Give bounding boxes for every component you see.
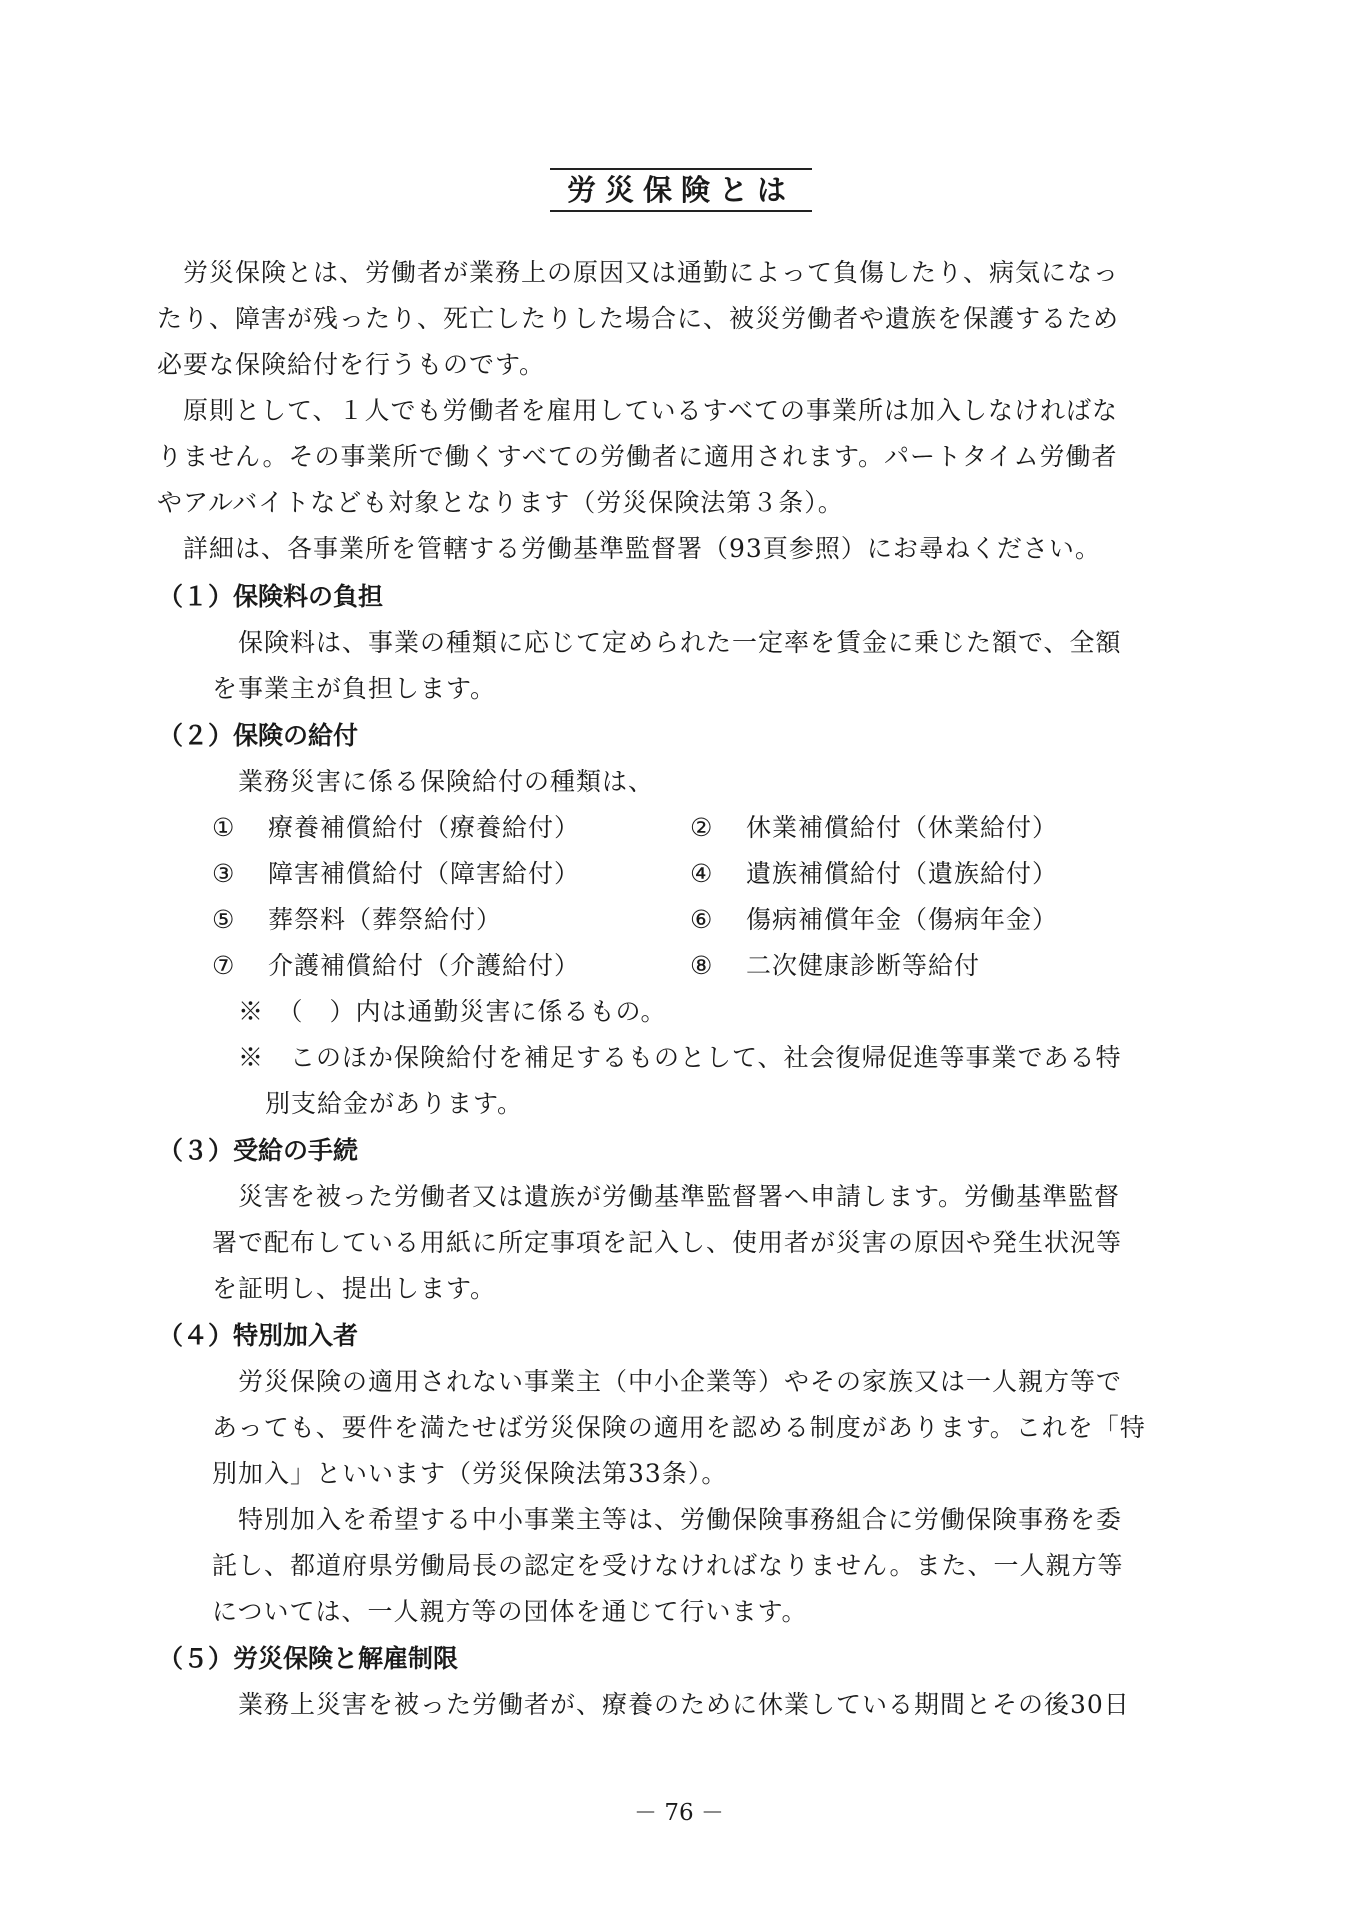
intro-line: 労災保険とは、労働者が業務上の原因又は通勤によって負傷したり、病気になっ <box>183 258 1120 287</box>
benefit-label: 傷病補償年金（傷病年金） <box>746 905 1059 934</box>
section-line: 特別加入を希望する中小事業主等は、労働保険事務組合に労働保険事務を委 <box>238 1505 1123 1534</box>
benefit-number: ⑥ <box>690 905 714 934</box>
benefit-item <box>212 949 580 983</box>
benefit-number: ⑤ <box>212 905 236 934</box>
intro-line: りません。その事業所で働くすべての労働者に適用されます。パートタイム労働者 <box>157 442 1118 471</box>
section-heading-special-enrollment: （４）特別加入者 <box>158 1321 359 1350</box>
section-line: 託し、都道府県労働局長の認定を受けなければなりません。また、一人親方等 <box>212 1551 1124 1580</box>
benefit-item <box>690 857 1058 891</box>
note-line: ※ このほか保険給付を補足するものとして、社会復帰促進等事業である特 <box>238 1043 1122 1072</box>
intro-line: たり、障害が残ったり、死亡したりした場合に、被災労働者や遺族を保護するため <box>157 304 1120 333</box>
benefit-item <box>690 949 980 983</box>
section-line: を証明し、提出します。 <box>212 1274 497 1303</box>
benefit-item <box>212 903 502 937</box>
section-line: 署で配布している用紙に所定事項を記入し、使用者が災害の原因や発生状況等 <box>212 1228 1123 1257</box>
section-line: を事業主が負担します。 <box>212 674 497 703</box>
section-line: あっても、要件を満たせば労災保険の適用を認める制度があります。これを「特 <box>212 1413 1146 1442</box>
benefit-number: ④ <box>690 859 714 888</box>
section-heading-procedure: （３）受給の手続 <box>158 1136 359 1165</box>
section-line: 災害を被った労働者又は遺族が労働基準監督署へ申請します。労働基準監督 <box>238 1182 1121 1211</box>
benefit-item <box>690 903 1058 937</box>
benefit-label: 遺族補償給付（遺族給付） <box>746 859 1059 888</box>
note-line: ※ （ ）内は通勤災害に係るもの。 <box>238 997 667 1026</box>
intro-line: やアルバイトなども対象となります（労災保険法第３条）。 <box>157 488 844 517</box>
benefit-number: ⑧ <box>690 951 714 980</box>
page-number: － 76 － <box>634 1800 724 1826</box>
page-title: 労災保険とは <box>550 168 812 212</box>
intro-line: 必要な保険給付を行うものです。 <box>157 350 546 379</box>
benefit-label: 療養補償給付（療養給付） <box>268 813 581 842</box>
section-heading-premium: （１）保険料の負担 <box>158 582 384 611</box>
section-heading-benefits: （２）保険の給付 <box>158 721 359 750</box>
benefit-label: 介護補償給付（介護給付） <box>268 951 581 980</box>
benefit-number: ⑦ <box>212 951 236 980</box>
benefit-label: 休業補償給付（休業給付） <box>746 813 1059 842</box>
note-line: 別支給金があります。 <box>265 1089 524 1118</box>
benefit-label: 葬祭料（葬祭給付） <box>268 905 503 934</box>
section-line: 労災保険の適用されない事業主（中小企業等）やその家族又は一人親方等で <box>238 1367 1123 1396</box>
benefit-item <box>690 811 1058 845</box>
section-heading-dismissal: （５）労災保険と解雇制限 <box>158 1644 459 1673</box>
section-line: 業務上災害を被った労働者が、療養のために休業している期間とその後30日 <box>238 1690 1130 1719</box>
benefit-number: ② <box>690 813 714 842</box>
intro-line: 詳細は、各事業所を管轄する労働基準監督署（93頁参照）にお尋ねください。 <box>183 534 1101 563</box>
section-line: については、一人親方等の団体を通じて行います。 <box>212 1597 808 1626</box>
benefits-lead: 業務災害に係る保険給付の種類は、 <box>238 767 655 796</box>
benefit-label: 二次健康診断等給付 <box>746 951 981 980</box>
benefit-number: ① <box>212 813 236 842</box>
section-line: 保険料は、事業の種類に応じて定められた一定率を賃金に乗じた額で、全額 <box>238 628 1122 657</box>
benefit-label: 障害補償給付（障害給付） <box>268 859 581 888</box>
benefit-item <box>212 857 580 891</box>
section-line: 別加入」といいます（労災保険法第33条）。 <box>212 1459 728 1488</box>
intro-line: 原則として、１人でも労働者を雇用しているすべての事業所は加入しなければな <box>183 396 1119 425</box>
benefit-number: ③ <box>212 859 236 888</box>
benefit-item <box>212 811 580 845</box>
